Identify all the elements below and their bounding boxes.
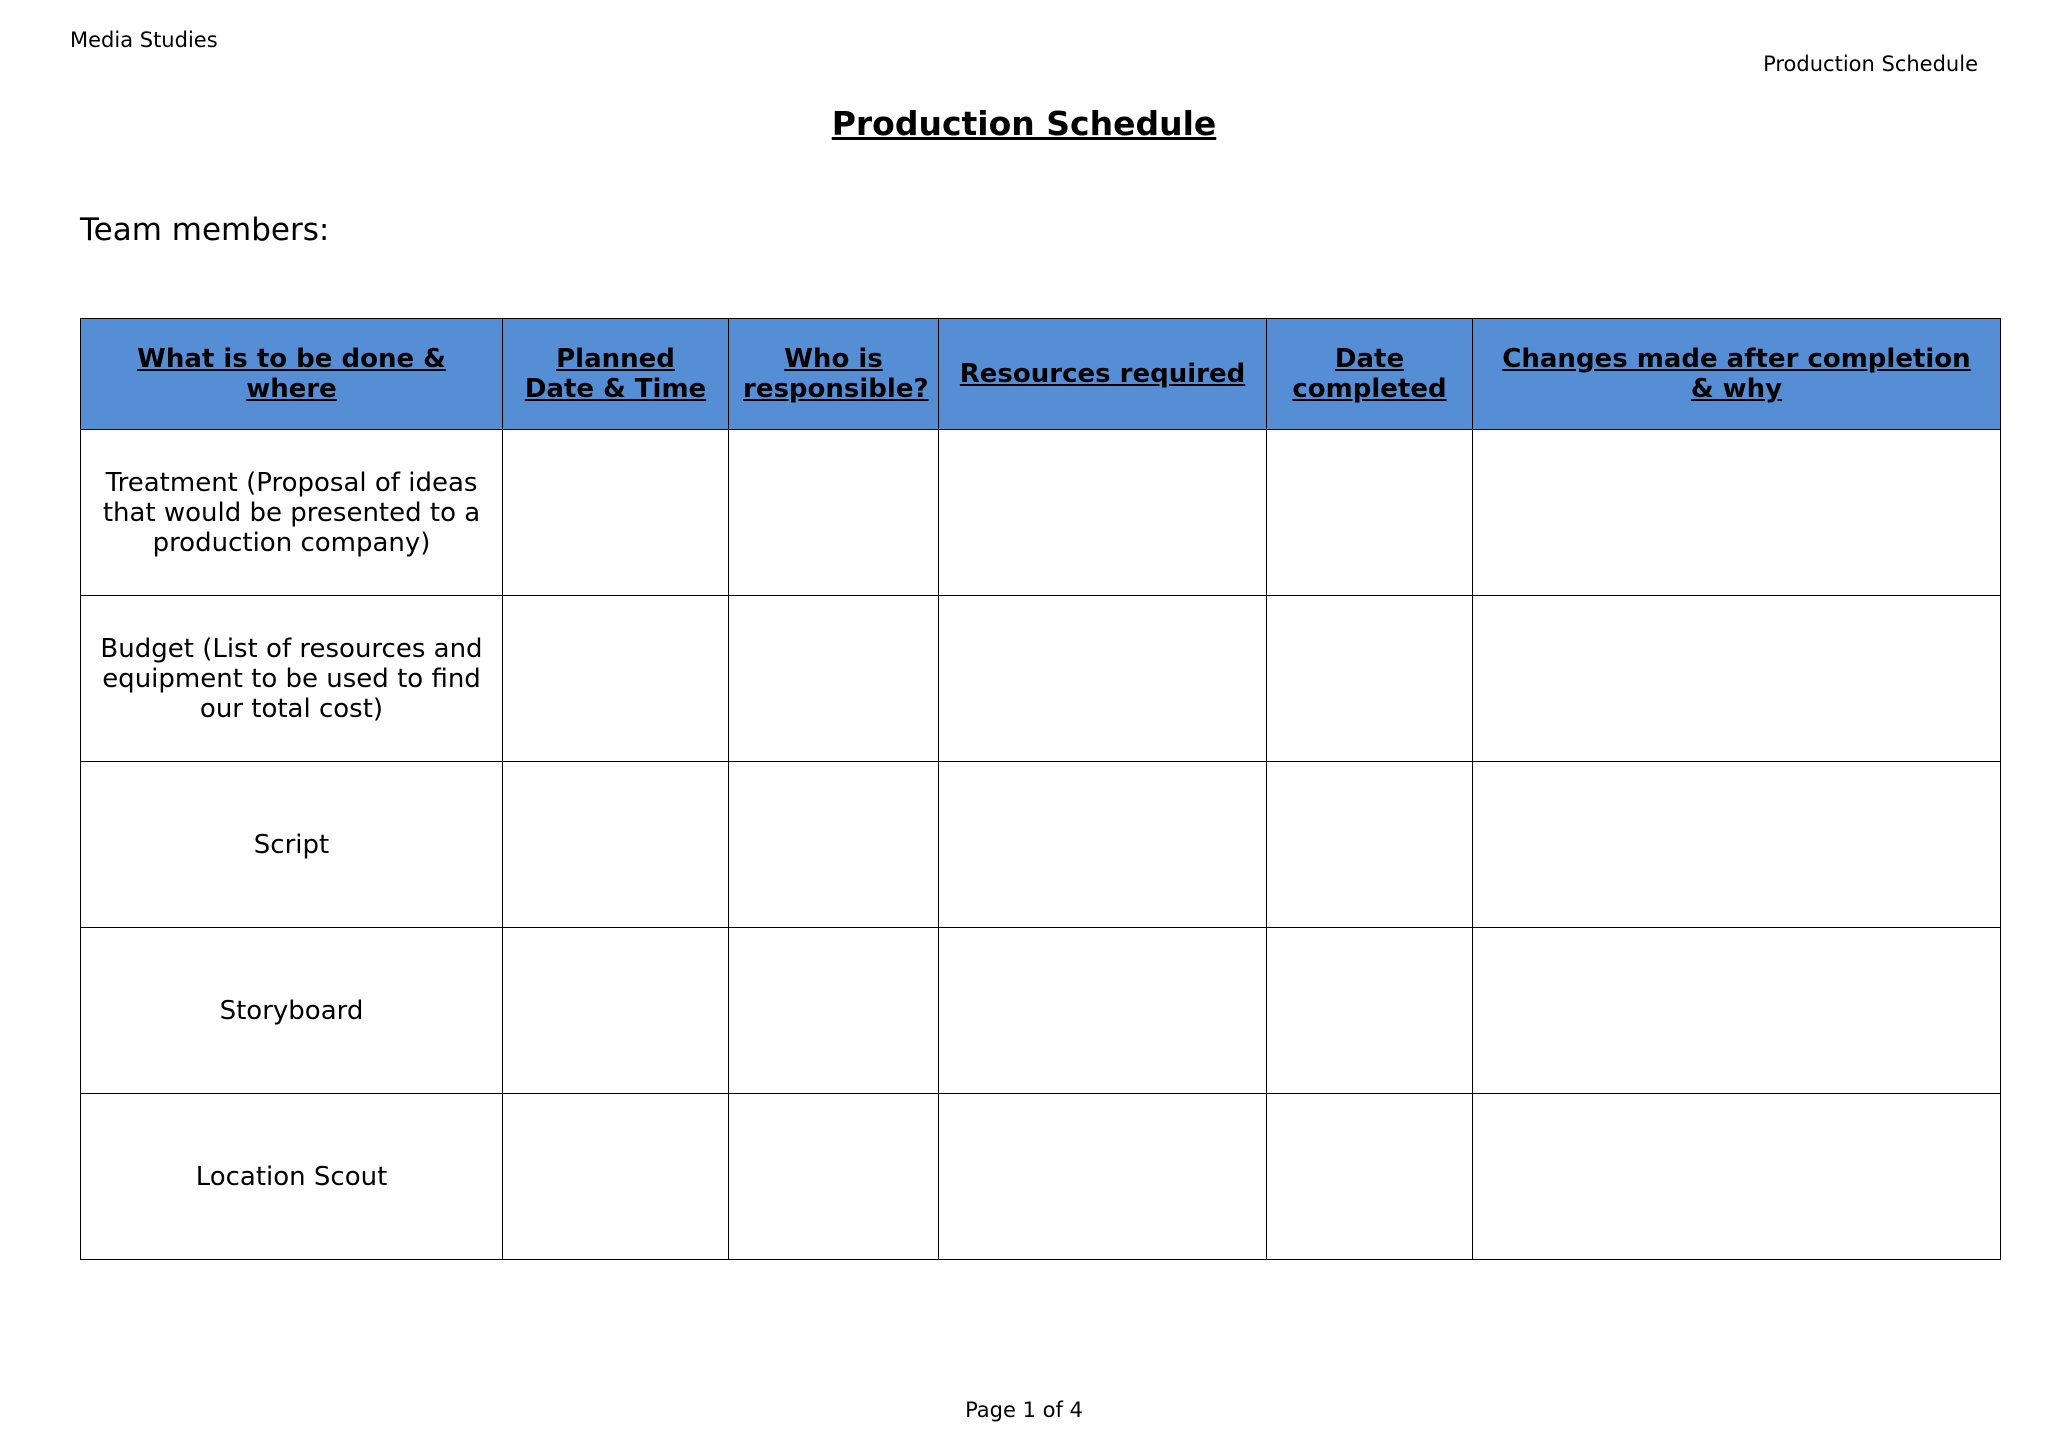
table-row [81, 928, 2001, 1094]
column-header-task: What is to be done & where [81, 319, 503, 430]
page-title: Production Schedule [831, 104, 1217, 143]
changes-cell[interactable] [1473, 1094, 2001, 1260]
task-cell: Script [81, 762, 503, 928]
table-row [81, 430, 2001, 596]
running-header-doc-name: Production Schedule [1763, 52, 1978, 76]
responsible-cell[interactable] [729, 928, 939, 1094]
responsible-cell[interactable] [729, 596, 939, 762]
column-header-date-completed: Date completed [1267, 319, 1473, 430]
resources-cell[interactable] [939, 1094, 1267, 1260]
resources-cell[interactable] [939, 928, 1267, 1094]
page-number: Page 1 of 4 [965, 1398, 1083, 1422]
table-row [81, 762, 2001, 928]
resources-cell[interactable] [939, 596, 1267, 762]
changes-cell[interactable] [1473, 762, 2001, 928]
changes-cell[interactable] [1473, 928, 2001, 1094]
changes-cell[interactable] [1473, 430, 2001, 596]
responsible-cell[interactable] [729, 762, 939, 928]
date-completed-cell[interactable] [1267, 596, 1473, 762]
running-header-subject: Media Studies [70, 28, 218, 52]
date-completed-cell[interactable] [1267, 1094, 1473, 1260]
date-completed-cell[interactable] [1267, 762, 1473, 928]
column-header-planned-date: Planned Date & Time [503, 319, 729, 430]
date-completed-cell[interactable] [1267, 928, 1473, 1094]
date-completed-cell[interactable] [1267, 430, 1473, 596]
task-cell: Treatment (Proposal of ideas that would be presented to a production company) [81, 430, 503, 596]
planned-date-cell[interactable] [503, 596, 729, 762]
planned-date-cell[interactable] [503, 928, 729, 1094]
task-cell: Budget (List of resources and equipment to be used to find our total cost) [81, 596, 503, 762]
resources-cell[interactable] [939, 430, 1267, 596]
resources-cell[interactable] [939, 762, 1267, 928]
task-cell: Storyboard [81, 928, 503, 1094]
responsible-cell[interactable] [729, 1094, 939, 1260]
planned-date-cell[interactable] [503, 1094, 729, 1260]
table-row [81, 1094, 2001, 1260]
table-header-row [81, 319, 2001, 430]
team-members-label: Team members: [80, 212, 330, 248]
planned-date-cell[interactable] [503, 762, 729, 928]
column-header-responsible: Who is responsible? [729, 319, 939, 430]
task-cell: Location Scout [81, 1094, 503, 1260]
production-schedule-table [80, 318, 2001, 1260]
column-header-resources: Resources required [939, 319, 1267, 430]
responsible-cell[interactable] [729, 430, 939, 596]
planned-date-cell[interactable] [503, 430, 729, 596]
changes-cell[interactable] [1473, 596, 2001, 762]
column-header-changes: Changes made after completion & why [1473, 319, 2001, 430]
table-row [81, 596, 2001, 762]
